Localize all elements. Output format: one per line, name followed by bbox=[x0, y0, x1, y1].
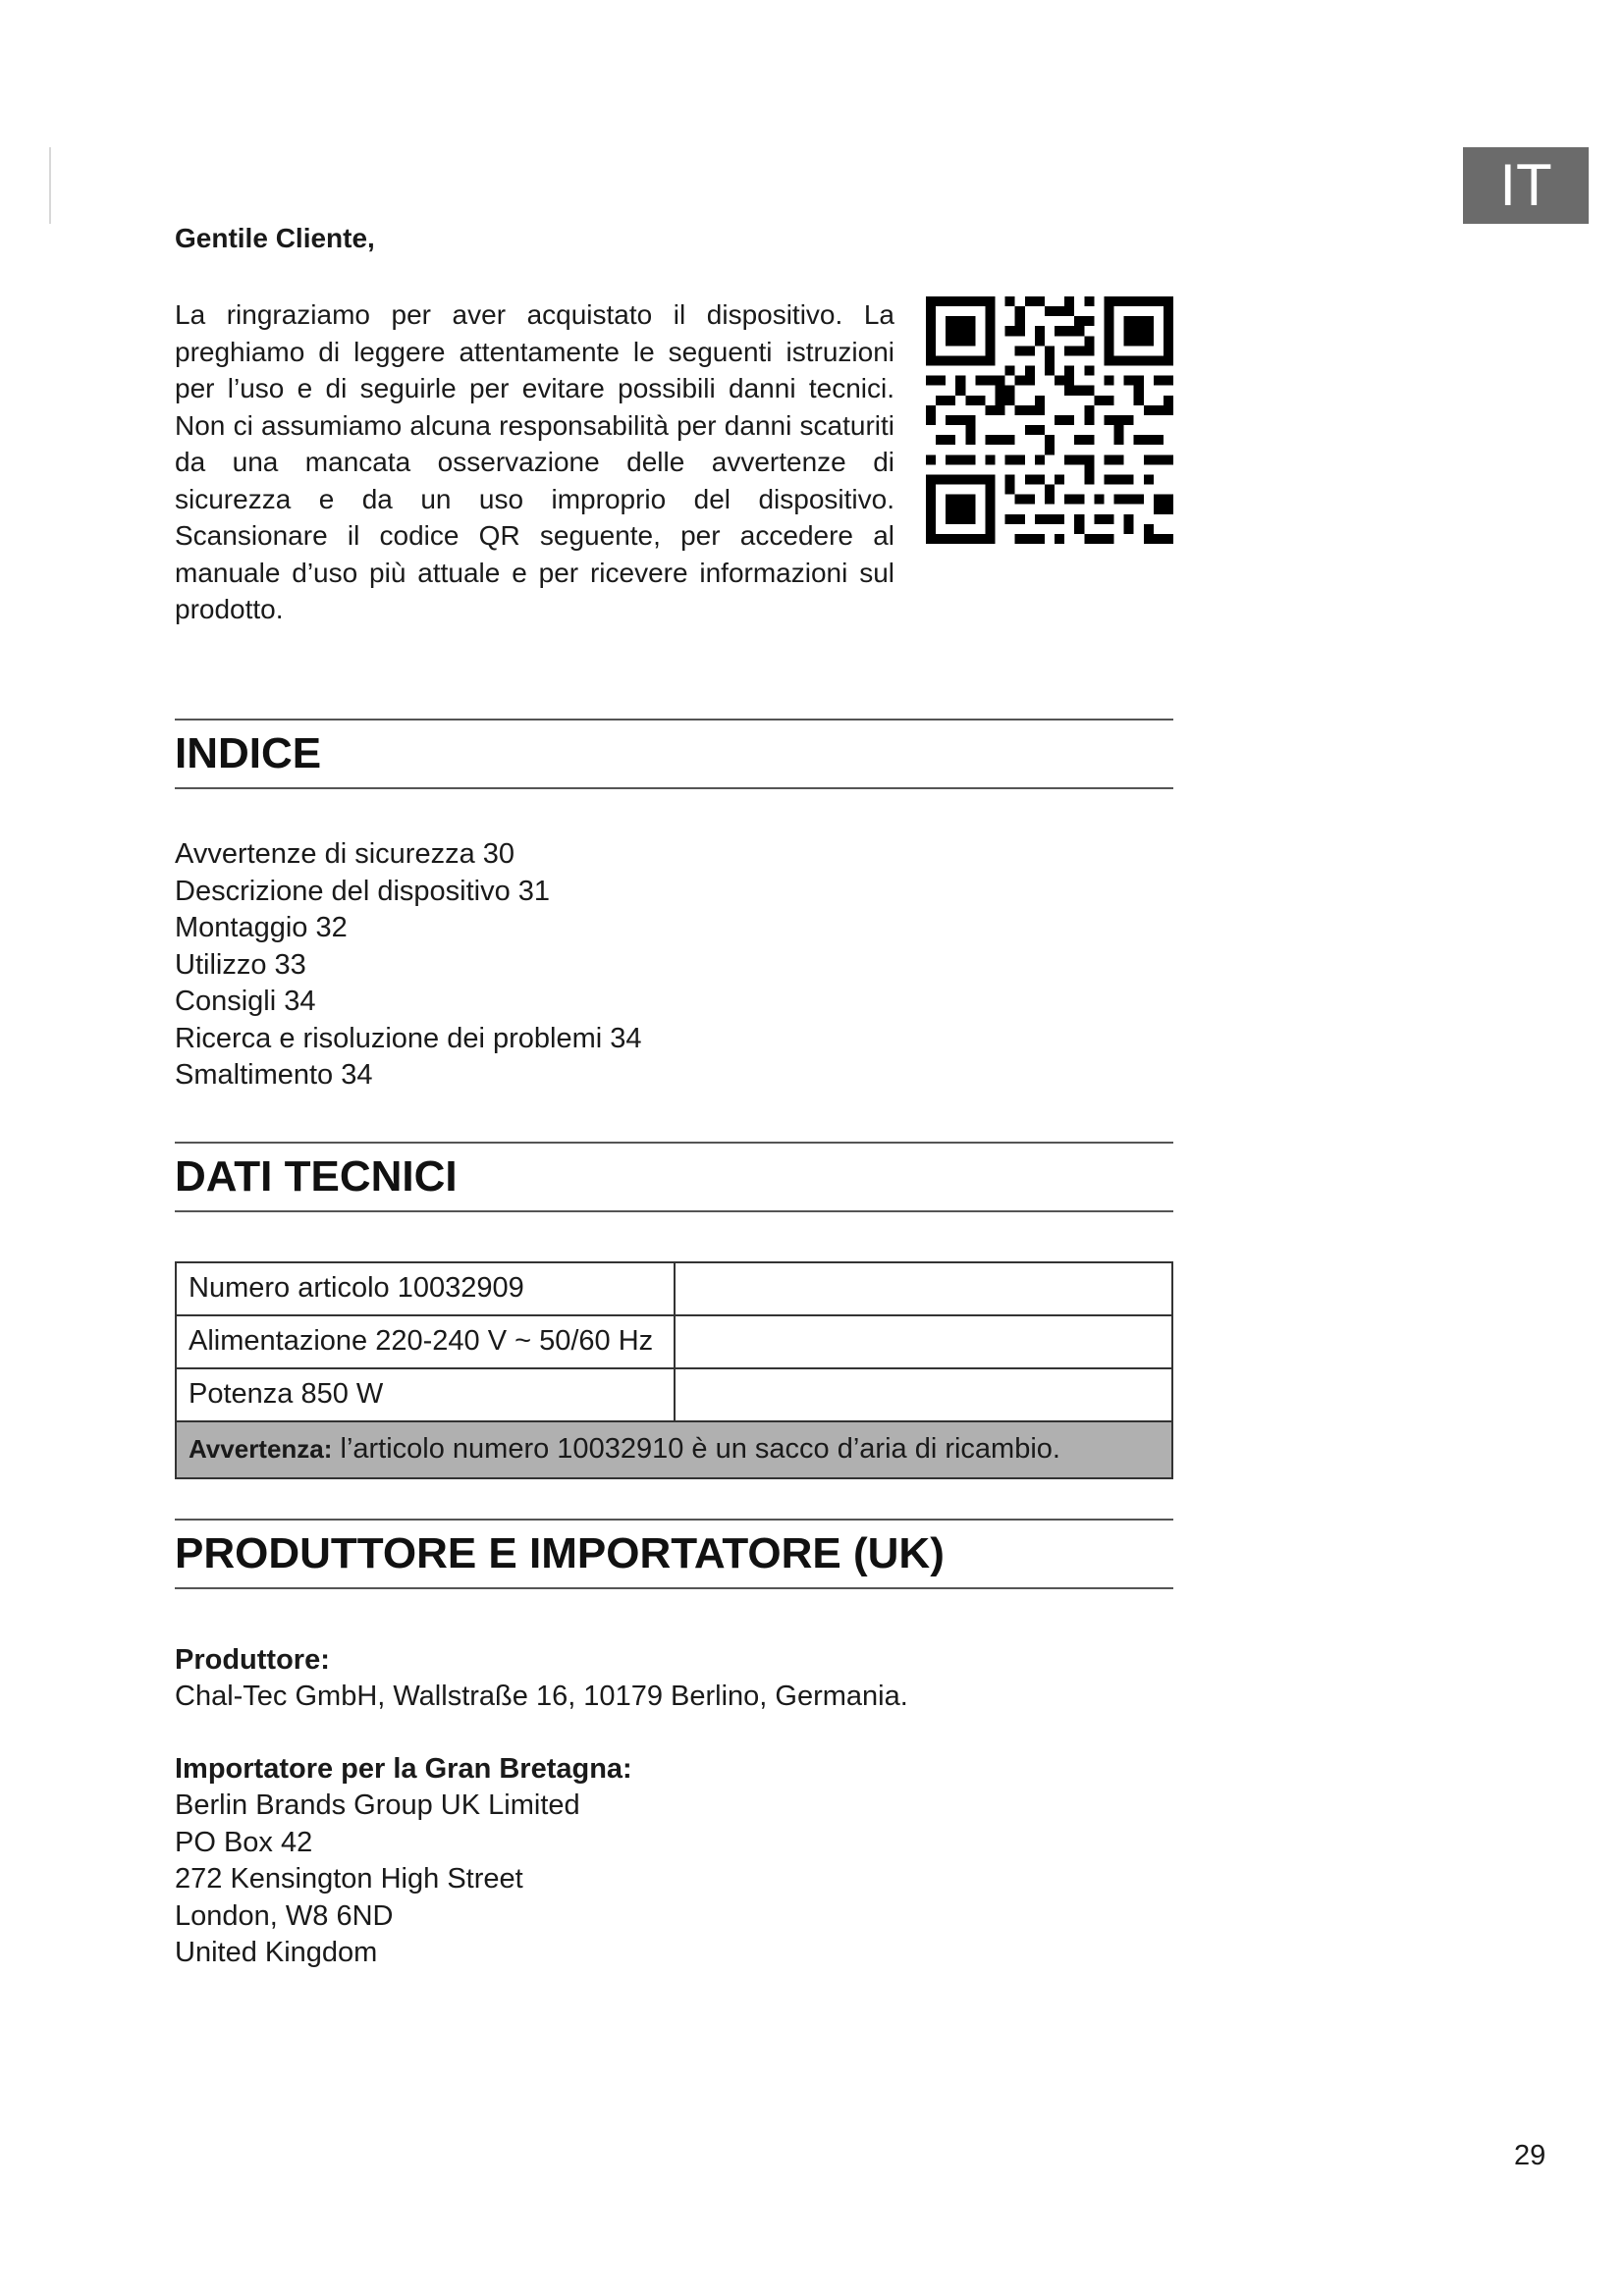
manufacturer-title: PRODUTTORE E IMPORTATORE (UK) bbox=[175, 1528, 945, 1577]
spec-label: Numero articolo 10032909 bbox=[176, 1262, 675, 1315]
toc-item[interactable]: Avvertenze di sicurezza 30 bbox=[175, 838, 515, 870]
toc-item[interactable]: Smaltimento 34 bbox=[175, 1059, 373, 1091]
importer-line: 272 Kensington High Street bbox=[175, 1863, 523, 1895]
note-cell bbox=[176, 1421, 1172, 1478]
note-label: Avvertenza: bbox=[189, 1434, 333, 1464]
note-row bbox=[176, 1421, 1172, 1478]
tech-section bbox=[175, 1142, 1173, 1479]
tech-heading-bar bbox=[175, 1142, 1173, 1212]
spec-value bbox=[675, 1315, 1172, 1368]
qr-code-icon[interactable] bbox=[926, 296, 1173, 544]
toc-item[interactable]: Descrizione del dispositivo 31 bbox=[175, 875, 551, 907]
index-section bbox=[175, 719, 1173, 1095]
producer-label: Produttore: bbox=[175, 1643, 330, 1676]
spec-value bbox=[675, 1368, 1172, 1421]
intro-paragraph: La ringraziamo per aver acquistato il dispositivo. La preghiamo di leggere attentamente le seguenti istruzioni per l’uso e di seguirle per evitare possibili danni tecnici. Non ci assumiamo alcuna responsabilità per danni scaturiti da una mancata osservazione delle avvertenze di sicurezza e da un uso improprio del dispositivo. Scansionare il codice QR seguente, per accedere al manuale d’uso più attuale e per ricevere informazioni sul prodotto. bbox=[175, 299, 894, 624]
producer-address: Chal-Tec GmbH, Wallstraße 16, 10179 Berlino, Germania. bbox=[175, 1681, 908, 1712]
page-number: 29 bbox=[1514, 2140, 1546, 2171]
toc-item[interactable]: Consigli 34 bbox=[175, 986, 316, 1017]
table-row bbox=[176, 1368, 1172, 1421]
table-row bbox=[176, 1315, 1172, 1368]
spec-label: Alimentazione 220-240 V ~ 50/60 Hz bbox=[176, 1315, 675, 1368]
spec-value bbox=[675, 1262, 1172, 1315]
importer-label: Importatore per la Gran Bretagna: bbox=[175, 1752, 632, 1785]
manufacturer-heading-bar bbox=[175, 1519, 1173, 1589]
importer-line: Berlin Brands Group UK Limited bbox=[175, 1789, 580, 1821]
toc-item[interactable]: Utilizzo 33 bbox=[175, 948, 306, 981]
manufacturer-section bbox=[175, 1519, 1173, 1972]
importer-line: PO Box 42 bbox=[175, 1826, 313, 1858]
importer-block bbox=[175, 1751, 1173, 1972]
margin-rule bbox=[49, 147, 51, 224]
spec-table bbox=[175, 1261, 1173, 1479]
toc-item[interactable]: Ricerca e risoluzione dei problemi 34 bbox=[175, 1022, 642, 1054]
intro-section bbox=[175, 296, 1173, 719]
greeting: Gentile Cliente, bbox=[175, 223, 375, 253]
importer-line: United Kingdom bbox=[175, 1937, 378, 1968]
index-title: INDICE bbox=[175, 729, 322, 777]
toc-item[interactable]: Montaggio 32 bbox=[175, 912, 348, 943]
spec-label: Potenza 850 W bbox=[176, 1368, 675, 1421]
page-content bbox=[175, 214, 1173, 1972]
note-text: l’articolo numero 10032910 è un sacco d’aria di ricambio. bbox=[332, 1433, 1060, 1465]
table-row bbox=[176, 1262, 1172, 1315]
language-badge: IT bbox=[1463, 147, 1589, 224]
table-of-contents bbox=[175, 836, 1173, 1095]
importer-line: London, W8 6ND bbox=[175, 1899, 394, 1932]
index-heading-bar bbox=[175, 719, 1173, 789]
tech-title: DATI TECNICI bbox=[175, 1151, 458, 1201]
producer-block bbox=[175, 1642, 1173, 1716]
